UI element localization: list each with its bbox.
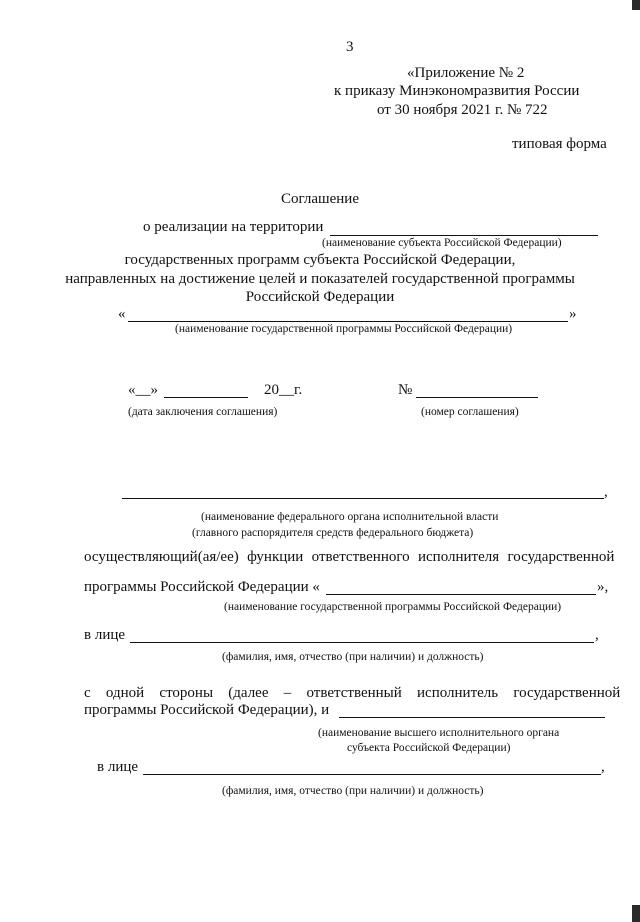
in-person-comma-2: , — [601, 759, 605, 775]
hint-federal-body-1: (наименование федерального органа исполнительной власти — [201, 511, 499, 523]
page-number: 3 — [346, 39, 354, 55]
program-name-field-2[interactable] — [326, 594, 596, 595]
in-person-label: в лице — [84, 627, 126, 643]
appendix-order: к приказу Минэкономразвития России — [334, 83, 580, 99]
hint-subject-name: (наименование субъекта Российской Федерации) — [322, 237, 562, 249]
date-month-field[interactable] — [164, 397, 248, 398]
hint-fio: (фамилия, имя, отчество (при наличии) и должность) — [222, 651, 484, 663]
regional-person-field[interactable] — [143, 774, 601, 775]
subject-name-field[interactable] — [330, 235, 598, 236]
document-title: Соглашение — [281, 191, 359, 207]
hint-fio-2: (фамилия, имя, отчество (при наличии) и должность) — [222, 785, 484, 797]
hint-program-name-2: (наименование государственной программы Российской Федерации) — [224, 601, 562, 613]
hint-date: (дата заключения соглашения) — [128, 406, 278, 418]
date-day: «__» — [128, 382, 158, 398]
title-line-2: государственных программ субъекта Российской Федерации, — [124, 252, 516, 268]
program-name-field[interactable] — [128, 321, 568, 322]
regional-body-field[interactable] — [339, 717, 605, 718]
form-type: типовая форма — [512, 136, 607, 152]
in-person-comma: , — [595, 627, 599, 643]
number-sign: № — [398, 382, 413, 398]
hint-federal-body-2: (главного распорядителя средств федерального бюджета) — [192, 527, 474, 539]
date-year: 20__г. — [264, 382, 303, 398]
appendix-date: от 30 ноября 2021 г. № 722 — [377, 102, 548, 118]
quote-close: » — [569, 306, 577, 322]
scan-edge-bottom — [632, 905, 640, 922]
agreement-number-field[interactable] — [416, 397, 538, 398]
in-person-label-2: в лице — [97, 759, 139, 775]
scan-edge-top — [632, 0, 640, 10]
responsible-person-field[interactable] — [130, 642, 594, 643]
hint-number: (номер соглашения) — [421, 406, 519, 418]
quote-open: « — [118, 306, 126, 322]
body-line-2-prefix: программы Российской Федерации « — [84, 579, 320, 595]
federal-body-field[interactable] — [122, 498, 604, 499]
hint-program-name: (наименование государственной программы Российской Федерации) — [175, 323, 513, 335]
body-line-1: осуществляющий(ая/ее) функции ответственного исполнителя государственной — [84, 549, 615, 565]
side-line-2-prefix: программы Российской Федерации), и — [84, 702, 330, 718]
appendix-title: «Приложение № 2 — [407, 65, 525, 81]
title-line-4: Российской Федерации — [245, 289, 395, 305]
body-line-2-suffix: », — [597, 579, 609, 595]
territory-prefix: о реализации на территории — [143, 219, 324, 235]
hint-regional-body-2: субъекта Российской Федерации) — [347, 742, 511, 754]
title-line-3: направленных на достижение целей и показателей государственной программы — [65, 271, 575, 287]
hint-regional-body-1: (наименование высшего исполнительного органа — [318, 727, 560, 739]
federal-body-comma: , — [604, 484, 608, 500]
side-line-1: с одной стороны (далее – ответственный исполнитель государственной — [84, 685, 621, 701]
